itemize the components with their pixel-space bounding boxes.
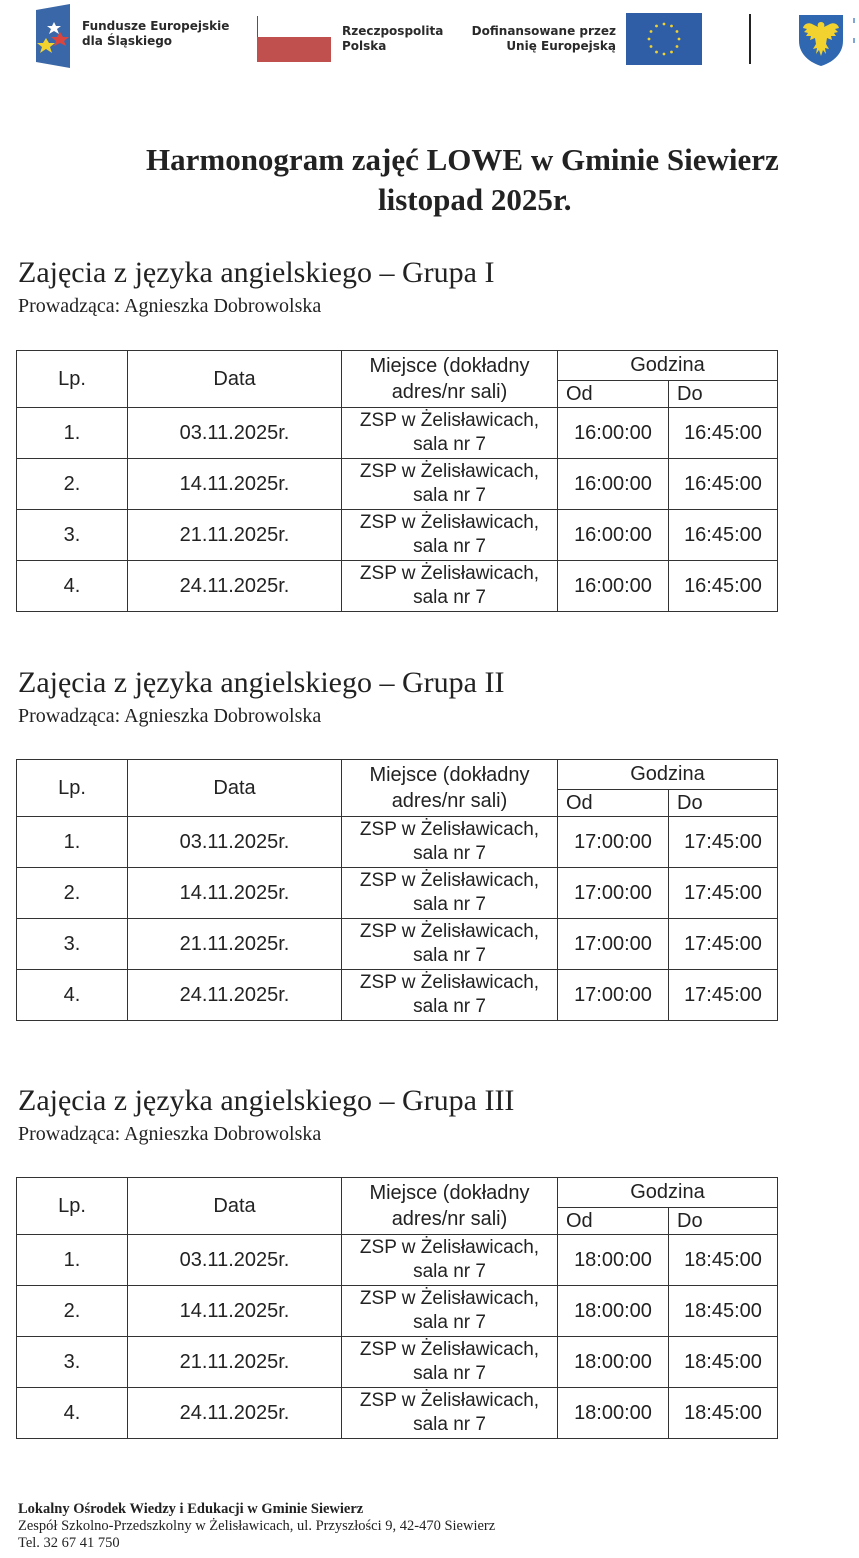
eu-star-icon: [678, 38, 681, 41]
pl-logo-text: [342, 24, 443, 54]
group-title: Zajęcia z języka angielskiego – Grupa III: [18, 1084, 515, 1117]
document-title: Harmonogram zajęć LOWE w Gminie Siewierz: [146, 142, 779, 177]
cell-place-line1: ZSP w Żelisławicach,: [359, 563, 540, 584]
cell-to: 18:45:00: [669, 1388, 778, 1439]
header-time: Godzina: [558, 760, 778, 790]
teacher-name: Prowadząca: Agnieszka Dobrowolska: [18, 705, 322, 727]
cell-to: 16:45:00: [669, 459, 778, 510]
cell-place-line1: ZSP w Żelisławicach,: [359, 1390, 540, 1411]
cell-from: 18:00:00: [558, 1286, 669, 1337]
cell-place-line2: sala nr 7: [413, 587, 486, 608]
table-row: [17, 510, 778, 561]
header-place-line2: adres/nr sali): [391, 381, 508, 403]
header-place-line2: adres/nr sali): [391, 790, 508, 812]
header-lp: Lp.: [17, 1178, 128, 1235]
polish-flag-icon: [257, 16, 331, 62]
cell-from: 17:00:00: [558, 919, 669, 970]
schedule-table: [16, 1177, 778, 1439]
cell-lp: 2.: [17, 1286, 128, 1337]
cell-date: 14.11.2025r.: [128, 1286, 342, 1337]
cell-place-line2: sala nr 7: [413, 1312, 486, 1333]
cell-date: 21.11.2025r.: [128, 919, 342, 970]
cell-place-line2: sala nr 7: [413, 1261, 486, 1282]
cell-to: 17:45:00: [669, 919, 778, 970]
cell-place: [342, 561, 558, 612]
table-header-row: [17, 1178, 778, 1208]
cell-place: [342, 1388, 558, 1439]
cell-from: 18:00:00: [558, 1235, 669, 1286]
cell-place: [342, 970, 558, 1021]
header-place: [342, 1178, 558, 1235]
cell-date: 24.11.2025r.: [128, 970, 342, 1021]
logo-divider: [749, 14, 751, 64]
header-lp: Lp.: [17, 760, 128, 817]
fe-logo-line1: Fundusze Europejskie: [82, 19, 230, 33]
cell-date: 21.11.2025r.: [128, 510, 342, 561]
cell-to: 17:45:00: [669, 868, 778, 919]
cell-to: 17:45:00: [669, 970, 778, 1021]
cell-place-line2: sala nr 7: [413, 434, 486, 455]
cell-place-line2: sala nr 7: [413, 485, 486, 506]
cell-place-line1: ZSP w Żelisławicach,: [359, 461, 540, 482]
table-row: [17, 459, 778, 510]
cell-lp: 4.: [17, 1388, 128, 1439]
eu-star-icon: [670, 25, 673, 28]
cell-date: 24.11.2025r.: [128, 561, 342, 612]
cell-lp: 2.: [17, 868, 128, 919]
teacher-name: Prowadząca: Agnieszka Dobrowolska: [18, 295, 322, 317]
table-header-row: [17, 351, 778, 381]
cell-lp: 1.: [17, 1235, 128, 1286]
cell-lp: 4.: [17, 970, 128, 1021]
eu-logo-text: [470, 24, 616, 54]
table-row: [17, 919, 778, 970]
footer-organization: Lokalny Ośrodek Wiedzy i Edukacji w Gminie Siewierz: [18, 1501, 364, 1517]
header-place-line1: Miejsce (dokładny: [369, 1182, 530, 1204]
table-row: [17, 408, 778, 459]
cell-place: [342, 1235, 558, 1286]
table-row: [17, 868, 778, 919]
pl-logo-line1: Rzeczpospolita: [342, 24, 444, 38]
header-to: Do: [669, 790, 778, 817]
cell-date: 14.11.2025r.: [128, 459, 342, 510]
silesia-crest-icon: [797, 13, 845, 67]
eu-star-icon: [670, 51, 673, 54]
cell-lp: 1.: [17, 408, 128, 459]
group-title: Zajęcia z języka angielskiego – Grupa II: [18, 666, 505, 699]
eu-star-icon: [650, 30, 653, 33]
header-lp: Lp.: [17, 351, 128, 408]
cell-place-line1: ZSP w Żelisławicach,: [359, 870, 540, 891]
table-row: [17, 1388, 778, 1439]
header-to: Do: [669, 381, 778, 408]
table-row: [17, 970, 778, 1021]
header-place: [342, 351, 558, 408]
header-place-line1: Miejsce (dokładny: [369, 764, 530, 786]
header-time: Godzina: [558, 1178, 778, 1208]
cell-date: 14.11.2025r.: [128, 868, 342, 919]
cell-date: 21.11.2025r.: [128, 1337, 342, 1388]
cell-from: 16:00:00: [558, 561, 669, 612]
cell-date: 03.11.2025r.: [128, 408, 342, 459]
cell-place-line1: ZSP w Żelisławicach,: [359, 512, 540, 533]
fe-logo-text: [82, 19, 229, 49]
cell-to: 16:45:00: [669, 561, 778, 612]
footer: [18, 1501, 495, 1552]
cell-to: 18:45:00: [669, 1235, 778, 1286]
cell-place: [342, 919, 558, 970]
cell-place: [342, 868, 558, 919]
table-row: [17, 1337, 778, 1388]
cell-lp: 3.: [17, 919, 128, 970]
header-from: Od: [558, 381, 669, 408]
header-place-line2: adres/nr sali): [391, 1208, 508, 1230]
cell-place-line2: sala nr 7: [413, 536, 486, 557]
cell-place-line2: sala nr 7: [413, 996, 486, 1017]
cell-place: [342, 510, 558, 561]
schedule-table: [16, 759, 778, 1021]
cell-to: 16:45:00: [669, 510, 778, 561]
cell-from: 16:00:00: [558, 510, 669, 561]
fe-logo-icon: [36, 4, 72, 68]
header-place-line1: Miejsce (dokładny: [369, 355, 530, 377]
cell-place-line1: ZSP w Żelisławicach,: [359, 1339, 540, 1360]
group-title: Zajęcia z języka angielskiego – Grupa I: [18, 256, 495, 289]
cell-to: 18:45:00: [669, 1337, 778, 1388]
header-date: Data: [128, 1178, 342, 1235]
header-to: Do: [669, 1208, 778, 1235]
table-header-row: [17, 760, 778, 790]
cell-to: 16:45:00: [669, 408, 778, 459]
cell-place-line1: ZSP w Żelisławicach,: [359, 410, 540, 431]
eu-star-icon: [663, 53, 666, 56]
edge-mark-icon: [852, 18, 856, 48]
table-row: [17, 1235, 778, 1286]
eu-logo-line1: Dofinansowane przez: [471, 24, 616, 38]
cell-place-line1: ZSP w Żelisławicach,: [359, 921, 540, 942]
cell-place-line2: sala nr 7: [413, 1363, 486, 1384]
cell-from: 16:00:00: [558, 459, 669, 510]
cell-place-line2: sala nr 7: [413, 843, 486, 864]
cell-from: 17:00:00: [558, 868, 669, 919]
cell-place: [342, 1286, 558, 1337]
eu-star-icon: [655, 51, 658, 54]
footer-address: Zespół Szkolno-Przedszkolny w Żelisławicach, ul. Przyszłości 9, 42-470 Siewierz: [18, 1518, 496, 1534]
cell-to: 18:45:00: [669, 1286, 778, 1337]
header-from: Od: [558, 1208, 669, 1235]
cell-place-line1: ZSP w Żelisławicach,: [359, 819, 540, 840]
eu-star-icon: [663, 23, 666, 26]
cell-date: 03.11.2025r.: [128, 817, 342, 868]
schedule-table: [16, 350, 778, 612]
eu-star-icon: [650, 45, 653, 48]
cell-from: 17:00:00: [558, 970, 669, 1021]
cell-place-line2: sala nr 7: [413, 1414, 486, 1435]
eu-flag-icon: [626, 13, 702, 65]
cell-place: [342, 459, 558, 510]
fe-logo-line2: dla Śląskiego: [82, 34, 173, 48]
cell-place: [342, 1337, 558, 1388]
cell-lp: 3.: [17, 1337, 128, 1388]
cell-place: [342, 408, 558, 459]
cell-lp: 4.: [17, 561, 128, 612]
table-row: [17, 817, 778, 868]
header-place: [342, 760, 558, 817]
cell-to: 17:45:00: [669, 817, 778, 868]
teacher-name: Prowadząca: Agnieszka Dobrowolska: [18, 1123, 322, 1145]
cell-place-line1: ZSP w Żelisławicach,: [359, 1288, 540, 1309]
cell-date: 03.11.2025r.: [128, 1235, 342, 1286]
header-from: Od: [558, 790, 669, 817]
table-row: [17, 1286, 778, 1337]
cell-from: 18:00:00: [558, 1337, 669, 1388]
cell-lp: 3.: [17, 510, 128, 561]
eu-star-icon: [648, 38, 651, 41]
eu-star-icon: [655, 25, 658, 28]
document-subtitle: listopad 2025r.: [378, 182, 572, 217]
cell-place-line1: ZSP w Żelisławicach,: [359, 1237, 540, 1258]
cell-date: 24.11.2025r.: [128, 1388, 342, 1439]
header-time: Godzina: [558, 351, 778, 381]
cell-from: 18:00:00: [558, 1388, 669, 1439]
cell-place-line2: sala nr 7: [413, 945, 486, 966]
eu-logo-line2: Unię Europejską: [506, 39, 616, 53]
eu-star-icon: [676, 30, 679, 33]
cell-place-line1: ZSP w Żelisławicach,: [359, 972, 540, 993]
header-date: Data: [128, 351, 342, 408]
cell-from: 16:00:00: [558, 408, 669, 459]
cell-from: 17:00:00: [558, 817, 669, 868]
pl-logo-line2: Polska: [342, 39, 387, 53]
cell-place-line2: sala nr 7: [413, 894, 486, 915]
cell-lp: 2.: [17, 459, 128, 510]
footer-phone: Tel. 32 67 41 750: [18, 1535, 120, 1551]
header-date: Data: [128, 760, 342, 817]
cell-place: [342, 817, 558, 868]
table-row: [17, 561, 778, 612]
cell-lp: 1.: [17, 817, 128, 868]
eu-star-icon: [676, 45, 679, 48]
